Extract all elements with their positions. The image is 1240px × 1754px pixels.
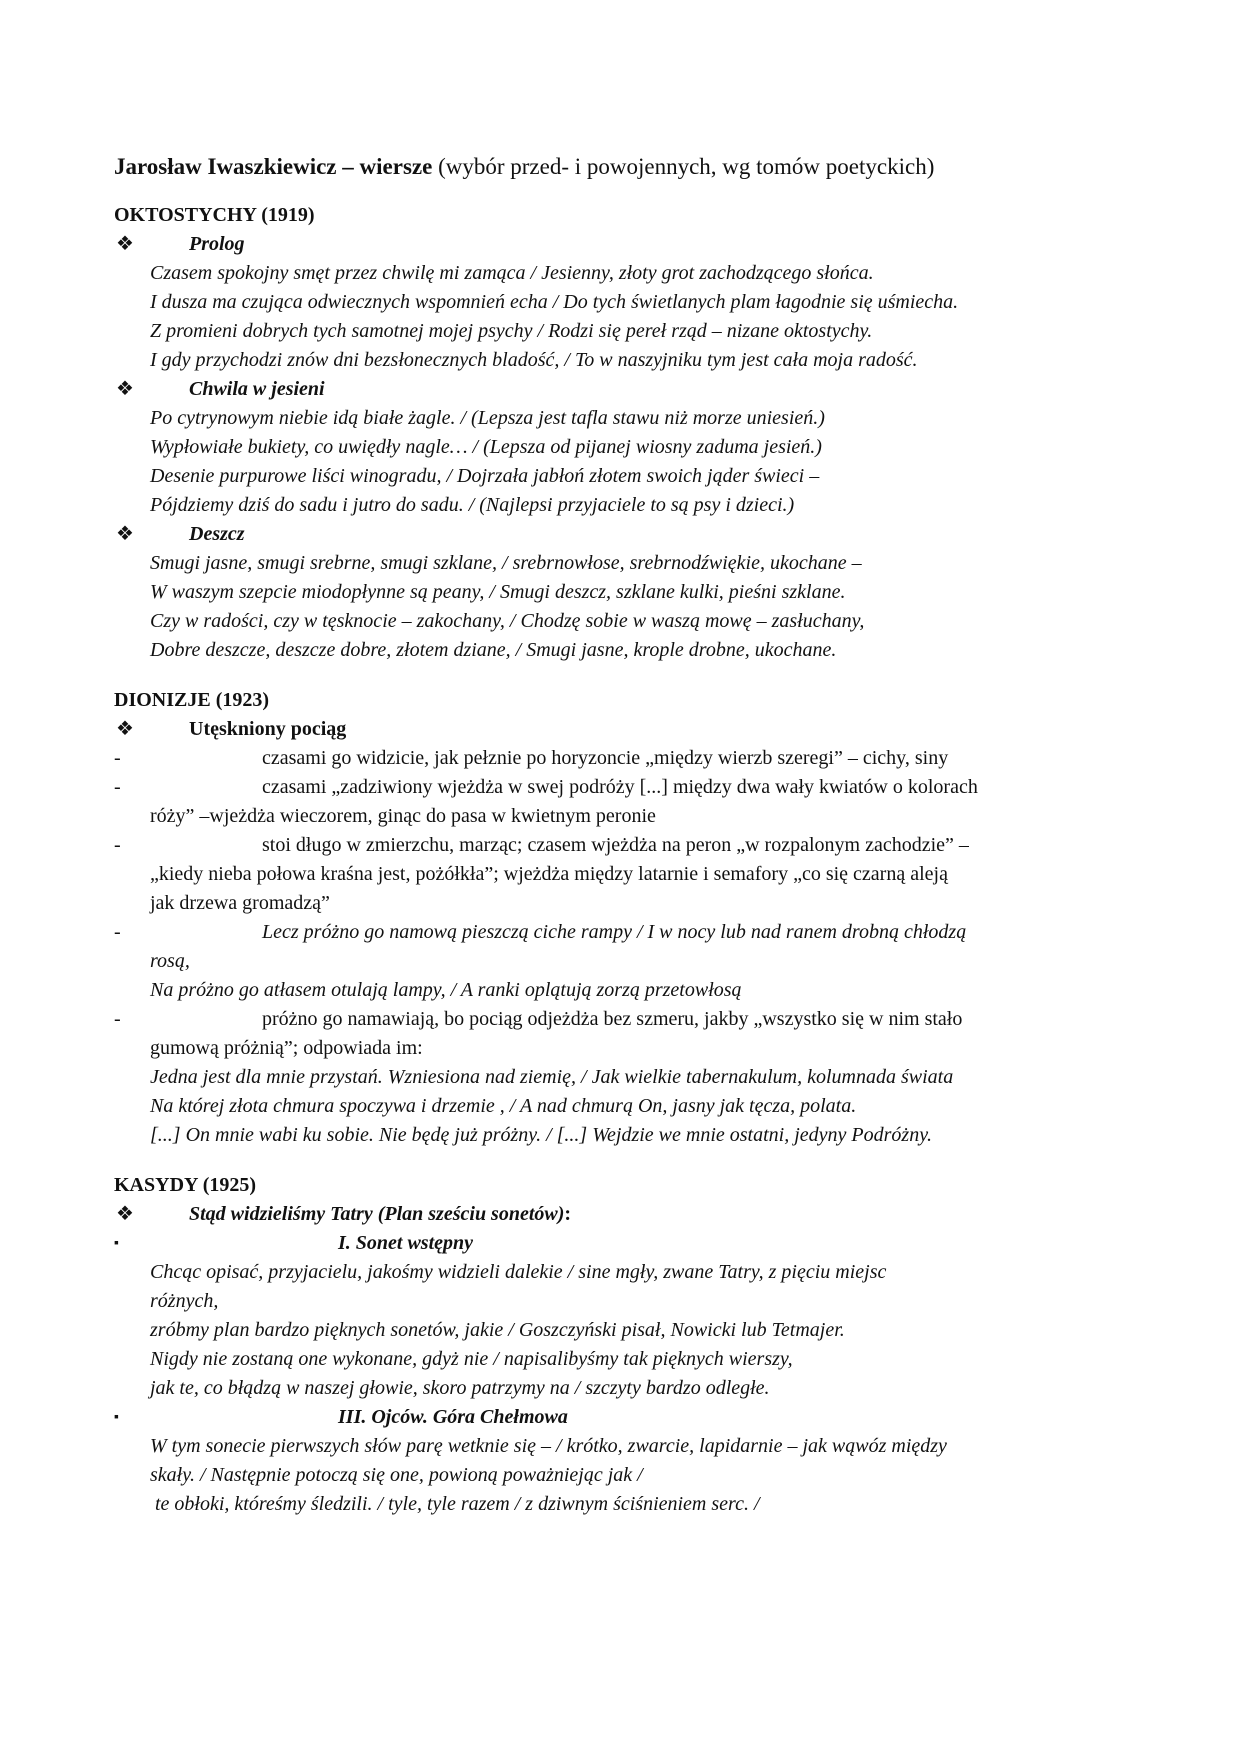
item-text: czasami go widzicie, jak pełznie po horyzoncie „między wierzb szeregi” – cichy, siny <box>262 747 949 769</box>
square-bullet-icon: ▪ <box>114 1236 119 1251</box>
poem-line: Z promieni dobrych tych samotnej mojej psychy / Rodzi się pereł rząd – nizane oktostychy. <box>150 320 873 342</box>
item-text: „kiedy nieba połowa kraśna jest, pożółkła”; wjeżdża między latarnie i semafory „co się czarną aleją <box>150 863 948 885</box>
poem-title: Utęskniony pociąg <box>189 718 347 740</box>
poem-line: W tym sonecie pierwszych słów parę wetknie się – / krótko, zwarcie, lapidarnie – jak wąwóz między <box>150 1435 947 1457</box>
poem-line: jak te, co błądzą w naszej głowie, skoro patrzymy na / szczyty bardzo odległe. <box>150 1377 770 1399</box>
sonnet-title: I. Sonet wstępny <box>338 1232 474 1254</box>
dash-bullet: - <box>114 747 121 769</box>
quote-line: Na której złota chmura spoczywa i drzemie , / A nad chmurą On, jasny jak tęcza, polata. <box>150 1095 857 1117</box>
sonnet-title: III. Ojców. Góra Chełmowa <box>338 1406 568 1428</box>
poem-heading-tatry <box>114 1200 1114 1229</box>
poem-line: te obłoki, któreśmy śledzili. / tyle, tyle razem / z dziwnym ściśnieniem serc. / <box>150 1493 760 1515</box>
section-heading-kasydy: KASYDY (1925) <box>114 1174 257 1196</box>
poem-line: Desenie purpurowe liści winogradu, / Dojrzała jabłoń złotem swoich jąder świeci – <box>150 465 820 487</box>
list-item <box>114 918 1114 1005</box>
poem-title: Prolog <box>189 233 245 255</box>
square-bullet-icon: ▪ <box>114 1410 119 1425</box>
diamond-bullet-icon: ❖ <box>116 1203 134 1225</box>
poem-title-text: Stąd widzieliśmy Tatry (Plan sześciu sonetów) <box>189 1203 565 1225</box>
poem-line: Czasem spokojny smęt przez chwilę mi zamąca / Jesienny, złoty grot zachodzącego słońca. <box>150 262 874 284</box>
quote-line: Na próżno go atłasem otulają lampy, / A ranki oplątują zorzą przetowłosą <box>150 979 742 1001</box>
title-subtitle: (wybór przed- i powojennych, wg tomów poetyckich) <box>438 154 935 179</box>
poem-line: Pójdziemy dziś do sadu i jutro do sadu. / (Najlepsi przyjaciele to są psy i dzieci.) <box>150 494 795 516</box>
dash-bullet: - <box>114 834 121 856</box>
poem-line: Po cytrynowym niebie idą białe żagle. / (Lepsza jest tafla stawu niż morze uniesień.) <box>150 407 825 429</box>
poem-heading-chwila <box>114 375 1114 404</box>
list-item <box>114 773 1114 831</box>
section-heading-dionizje: DIONIZJE (1923) <box>114 689 270 711</box>
diamond-bullet-icon: ❖ <box>116 233 134 255</box>
section-heading-oktostychy: OKTOSTYCHY (1919) <box>114 204 315 226</box>
quote-line: rosą, <box>150 950 190 972</box>
item-text: gumową próżnią”; odpowiada im: <box>150 1037 423 1059</box>
poem-line: różnych, <box>150 1290 219 1312</box>
poem-line: Wypłowiałe bukiety, co uwiędły nagle… / (Lepsza od pijanej wiosny zaduma jesień.) <box>150 436 822 458</box>
diamond-bullet-icon: ❖ <box>116 523 134 545</box>
poem-line: Dobre deszcze, deszcze dobre, złotem dziane, / Smugi jasne, krople drobne, ukochane. <box>150 639 837 661</box>
poem-heading-deszcz <box>114 520 1114 549</box>
poem-line: Czy w radości, czy w tęsknocie – zakochany, / Chodzę sobie w waszą mowę – zasłuchany, <box>150 610 865 632</box>
item-text: jak drzewa gromadzą” <box>150 892 330 914</box>
sonnet-heading-1 <box>114 1229 1114 1258</box>
dash-bullet: - <box>114 776 121 798</box>
list-item <box>114 831 1114 918</box>
item-text: czasami „zadziwiony wjeżdża w swej podróży [...] między dwa wały kwiatów o kolorach <box>262 776 978 798</box>
item-text: róży” –wjeżdża wieczorem, ginąc do pasa w kwietnym peronie <box>150 805 656 827</box>
dash-bullet: - <box>114 921 121 943</box>
diamond-bullet-icon: ❖ <box>116 378 134 400</box>
diamond-bullet-icon: ❖ <box>116 718 134 740</box>
dash-bullet: - <box>114 1008 121 1030</box>
poem-line: I gdy przychodzi znów dni bezsłonecznych bladość, / To w naszyjniku tym jest cała moja radość. <box>150 349 918 371</box>
poem-heading-pociag <box>114 715 1114 744</box>
poem-line: I dusza ma czująca odwiecznych wspomnień echa / Do tych świetlanych plam łagodnie się uśmiecha. <box>150 291 959 313</box>
item-text: próżno go namawiają, bo pociąg odjeżdża bez szmeru, jakby „wszystko się w nim stało <box>262 1008 963 1030</box>
quote-line: Jedna jest dla mnie przystań. Wzniesiona nad ziemię, / Jak wielkie tabernakulum, kolumnada świata <box>150 1066 954 1088</box>
document-page <box>114 150 1114 1519</box>
poem-line: skały. / Następnie potoczą się one, powioną poważniejąc jak / <box>150 1464 643 1486</box>
poem-line: zróbmy plan bardzo pięknych sonetów, jakie / Goszczyński pisał, Nowicki lub Tetmajer. <box>150 1319 845 1341</box>
poem-line: Smugi jasne, smugi srebrne, smugi szklane, / srebrnowłose, srebrnodźwiękie, ukochane – <box>150 552 862 574</box>
poem-heading-prolog <box>114 230 1114 259</box>
poem-title: Chwila w jesieni <box>189 378 325 400</box>
poem-line: W waszym szepcie miodopłynne są peany, / Smugi deszcz, szklane kulki, pieśni szklane. <box>150 581 846 603</box>
item-text: stoi długo w zmierzchu, marząc; czasem wjeżdża na peron „w rozpalonym zachodzie” – <box>262 834 969 856</box>
quote-line: [...] On mnie wabi ku sobie. Nie będę już próżny. / [...] Wejdzie we mnie ostatni, jedyny Podróżny. <box>150 1124 932 1146</box>
poem-line: Chcąc opisać, przyjacielu, jakośmy widzieli dalekie / sine mgły, zwane Tatry, z pięciu miejsc <box>150 1261 887 1283</box>
author-title: Jarosław Iwaszkiewicz – wiersze <box>114 154 433 179</box>
poem-title-colon: : <box>564 1203 572 1225</box>
quote-line: Lecz próżno go namową pieszczą ciche rampy / I w nocy lub nad ranem drobną chłodzą <box>262 921 967 943</box>
poem-title: Deszcz <box>189 523 245 545</box>
poem-line: Nigdy nie zostaną one wykonane, gdyż nie / napisalibyśmy tak pięknych wierszy, <box>150 1348 793 1370</box>
list-item <box>114 1005 1114 1150</box>
document-title <box>114 150 1114 184</box>
poem-title <box>189 1200 571 1229</box>
sonnet-heading-3 <box>114 1403 1114 1432</box>
list-item <box>114 744 1114 773</box>
